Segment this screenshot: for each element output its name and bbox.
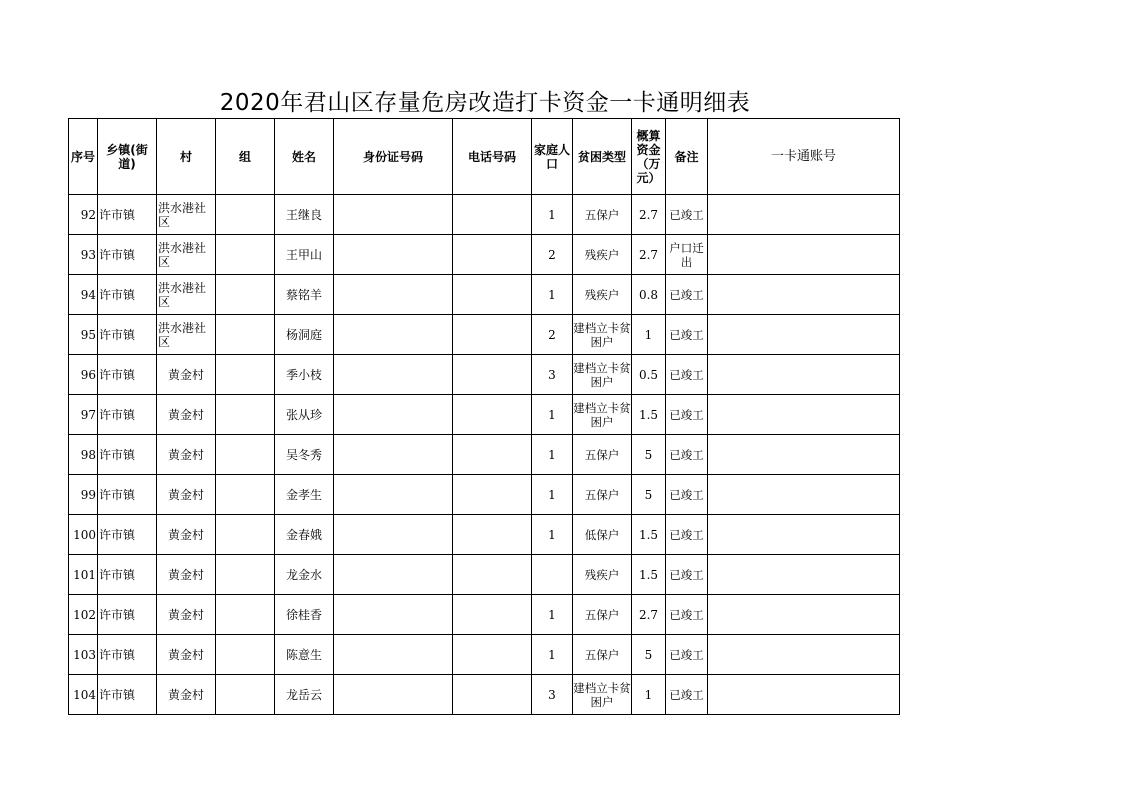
- cell-remark: 已竣工: [666, 275, 708, 315]
- cell-remark: 已竣工: [666, 195, 708, 235]
- cell-id-number: [334, 355, 453, 395]
- cell-poverty-type: 五保户: [573, 195, 632, 235]
- cell-town: 许市镇: [98, 195, 157, 235]
- page-title: 2020年君山区存量危房改造打卡资金一卡通明细表: [219, 90, 751, 116]
- table-row: [69, 195, 900, 235]
- header-town: 乡镇(街道): [98, 119, 157, 195]
- table-row: [69, 435, 900, 475]
- cell-seq: 98: [69, 435, 98, 475]
- cell-phone: [453, 675, 532, 715]
- header-poverty-type: 贫困类型: [573, 119, 632, 195]
- cell-name: 吴冬秀: [275, 435, 334, 475]
- cell-household: 1: [532, 595, 573, 635]
- cell-seq: 101: [69, 555, 98, 595]
- cell-village: 黄金村: [157, 515, 216, 555]
- cell-household: 1: [532, 195, 573, 235]
- cell-town: 许市镇: [98, 595, 157, 635]
- header-row: [69, 119, 900, 195]
- cell-phone: [453, 555, 532, 595]
- cell-funds: 1: [632, 315, 666, 355]
- cell-group: [216, 395, 275, 435]
- cell-group: [216, 555, 275, 595]
- cell-account: [708, 315, 900, 355]
- cell-seq: 97: [69, 395, 98, 435]
- cell-id-number: [334, 595, 453, 635]
- cell-town: 许市镇: [98, 395, 157, 435]
- cell-household: 1: [532, 395, 573, 435]
- header-village: 村: [157, 119, 216, 195]
- cell-name: 陈意生: [275, 635, 334, 675]
- table-row: [69, 235, 900, 275]
- cell-name: 张从珍: [275, 395, 334, 435]
- cell-funds: 2.7: [632, 595, 666, 635]
- table-row: [69, 595, 900, 635]
- header-group: 组: [216, 119, 275, 195]
- cell-seq: 99: [69, 475, 98, 515]
- cell-funds: 1.5: [632, 555, 666, 595]
- cell-account: [708, 275, 900, 315]
- cell-household: 2: [532, 315, 573, 355]
- cell-account: [708, 635, 900, 675]
- cell-remark: 已竣工: [666, 315, 708, 355]
- cell-household: 1: [532, 435, 573, 475]
- cell-funds: 0.5: [632, 355, 666, 395]
- header-name: 姓名: [275, 119, 334, 195]
- cell-id-number: [334, 435, 453, 475]
- cell-household: 1: [532, 515, 573, 555]
- cell-name: 龙岳云: [275, 675, 334, 715]
- cell-phone: [453, 235, 532, 275]
- cell-town: 许市镇: [98, 235, 157, 275]
- cell-phone: [453, 635, 532, 675]
- cell-town: 许市镇: [98, 435, 157, 475]
- cell-name: 王甲山: [275, 235, 334, 275]
- cell-poverty-type: 残疾户: [573, 275, 632, 315]
- table-row: [69, 555, 900, 595]
- cell-poverty-type: 建档立卡贫困户: [573, 355, 632, 395]
- cell-group: [216, 515, 275, 555]
- cell-town: 许市镇: [98, 515, 157, 555]
- cell-household: 1: [532, 275, 573, 315]
- cell-town: 许市镇: [98, 475, 157, 515]
- cell-account: [708, 195, 900, 235]
- cell-phone: [453, 435, 532, 475]
- header-remark: 备注: [666, 119, 708, 195]
- cell-phone: [453, 595, 532, 635]
- cell-group: [216, 275, 275, 315]
- cell-village: 洪水港社区: [157, 315, 216, 355]
- cell-group: [216, 635, 275, 675]
- cell-funds: 2.7: [632, 235, 666, 275]
- cell-id-number: [334, 515, 453, 555]
- table-row: [69, 355, 900, 395]
- cell-account: [708, 475, 900, 515]
- cell-remark: 已竣工: [666, 355, 708, 395]
- cell-id-number: [334, 475, 453, 515]
- cell-poverty-type: 残疾户: [573, 235, 632, 275]
- cell-village: 洪水港社区: [157, 275, 216, 315]
- cell-seq: 102: [69, 595, 98, 635]
- table-row: [69, 275, 900, 315]
- header-phone: 电话号码: [453, 119, 532, 195]
- cell-town: 许市镇: [98, 275, 157, 315]
- cell-account: [708, 435, 900, 475]
- cell-seq: 94: [69, 275, 98, 315]
- cell-village: 黄金村: [157, 475, 216, 515]
- cell-poverty-type: 五保户: [573, 635, 632, 675]
- table-row: [69, 395, 900, 435]
- cell-group: [216, 315, 275, 355]
- cell-funds: 5: [632, 475, 666, 515]
- cell-household: 2: [532, 235, 573, 275]
- cell-remark: 已竣工: [666, 475, 708, 515]
- cell-name: 徐桂香: [275, 595, 334, 635]
- cell-seq: 92: [69, 195, 98, 235]
- cell-remark: 已竣工: [666, 515, 708, 555]
- cell-account: [708, 235, 900, 275]
- cell-phone: [453, 315, 532, 355]
- cell-village: 黄金村: [157, 355, 216, 395]
- cell-poverty-type: 五保户: [573, 435, 632, 475]
- cell-town: 许市镇: [98, 635, 157, 675]
- cell-funds: 1.5: [632, 395, 666, 435]
- cell-village: 洪水港社区: [157, 195, 216, 235]
- cell-funds: 5: [632, 435, 666, 475]
- cell-seq: 96: [69, 355, 98, 395]
- cell-funds: 1.5: [632, 515, 666, 555]
- cell-village: 黄金村: [157, 555, 216, 595]
- cell-poverty-type: 建档立卡贫困户: [573, 675, 632, 715]
- cell-name: 季小枝: [275, 355, 334, 395]
- cell-name: 王继良: [275, 195, 334, 235]
- cell-remark: 已竣工: [666, 635, 708, 675]
- header-funds: 概算资金（万元）: [632, 119, 666, 195]
- cell-id-number: [334, 275, 453, 315]
- cell-id-number: [334, 235, 453, 275]
- cell-household: 3: [532, 675, 573, 715]
- cell-household: 1: [532, 475, 573, 515]
- cell-remark: 已竣工: [666, 555, 708, 595]
- cell-id-number: [334, 195, 453, 235]
- cell-poverty-type: 建档立卡贫困户: [573, 315, 632, 355]
- cell-town: 许市镇: [98, 675, 157, 715]
- header-id-number: 身份证号码: [334, 119, 453, 195]
- table-row: [69, 675, 900, 715]
- cell-id-number: [334, 555, 453, 595]
- cell-town: 许市镇: [98, 355, 157, 395]
- table-row: [69, 635, 900, 675]
- cell-group: [216, 475, 275, 515]
- table-row: [69, 475, 900, 515]
- cell-phone: [453, 475, 532, 515]
- cell-remark: 户口迁出: [666, 235, 708, 275]
- cell-phone: [453, 515, 532, 555]
- header-household: 家庭人口: [532, 119, 573, 195]
- cell-phone: [453, 275, 532, 315]
- cell-account: [708, 595, 900, 635]
- cell-phone: [453, 395, 532, 435]
- funds-table: [68, 118, 900, 715]
- cell-town: 许市镇: [98, 555, 157, 595]
- cell-name: 蔡铭羊: [275, 275, 334, 315]
- header-seq: 序号: [69, 119, 98, 195]
- cell-id-number: [334, 675, 453, 715]
- cell-id-number: [334, 395, 453, 435]
- cell-group: [216, 595, 275, 635]
- cell-remark: 已竣工: [666, 595, 708, 635]
- cell-seq: 103: [69, 635, 98, 675]
- cell-group: [216, 435, 275, 475]
- cell-funds: 1: [632, 675, 666, 715]
- cell-remark: 已竣工: [666, 395, 708, 435]
- cell-village: 黄金村: [157, 595, 216, 635]
- cell-name: 金孝生: [275, 475, 334, 515]
- cell-seq: 100: [69, 515, 98, 555]
- cell-remark: 已竣工: [666, 675, 708, 715]
- cell-id-number: [334, 635, 453, 675]
- cell-remark: 已竣工: [666, 435, 708, 475]
- cell-name: 金春娥: [275, 515, 334, 555]
- cell-funds: 5: [632, 635, 666, 675]
- cell-group: [216, 355, 275, 395]
- cell-account: [708, 675, 900, 715]
- cell-account: [708, 555, 900, 595]
- cell-village: 洪水港社区: [157, 235, 216, 275]
- cell-household: 1: [532, 635, 573, 675]
- cell-seq: 93: [69, 235, 98, 275]
- cell-name: 杨洞庭: [275, 315, 334, 355]
- cell-funds: 0.8: [632, 275, 666, 315]
- cell-village: 黄金村: [157, 435, 216, 475]
- cell-account: [708, 515, 900, 555]
- cell-poverty-type: 低保户: [573, 515, 632, 555]
- cell-phone: [453, 195, 532, 235]
- cell-name: 龙金水: [275, 555, 334, 595]
- cell-village: 黄金村: [157, 675, 216, 715]
- cell-poverty-type: 建档立卡贫困户: [573, 395, 632, 435]
- cell-household: [532, 555, 573, 595]
- cell-village: 黄金村: [157, 395, 216, 435]
- cell-poverty-type: 五保户: [573, 475, 632, 515]
- cell-seq: 104: [69, 675, 98, 715]
- cell-phone: [453, 355, 532, 395]
- table-row: [69, 315, 900, 355]
- cell-group: [216, 675, 275, 715]
- cell-account: [708, 355, 900, 395]
- cell-seq: 95: [69, 315, 98, 355]
- cell-poverty-type: 五保户: [573, 595, 632, 635]
- cell-group: [216, 235, 275, 275]
- cell-poverty-type: 残疾户: [573, 555, 632, 595]
- cell-household: 3: [532, 355, 573, 395]
- table-row: [69, 515, 900, 555]
- cell-account: [708, 395, 900, 435]
- cell-town: 许市镇: [98, 315, 157, 355]
- cell-id-number: [334, 315, 453, 355]
- cell-funds: 2.7: [632, 195, 666, 235]
- cell-group: [216, 195, 275, 235]
- header-account: 一卡通账号: [708, 119, 900, 195]
- cell-village: 黄金村: [157, 635, 216, 675]
